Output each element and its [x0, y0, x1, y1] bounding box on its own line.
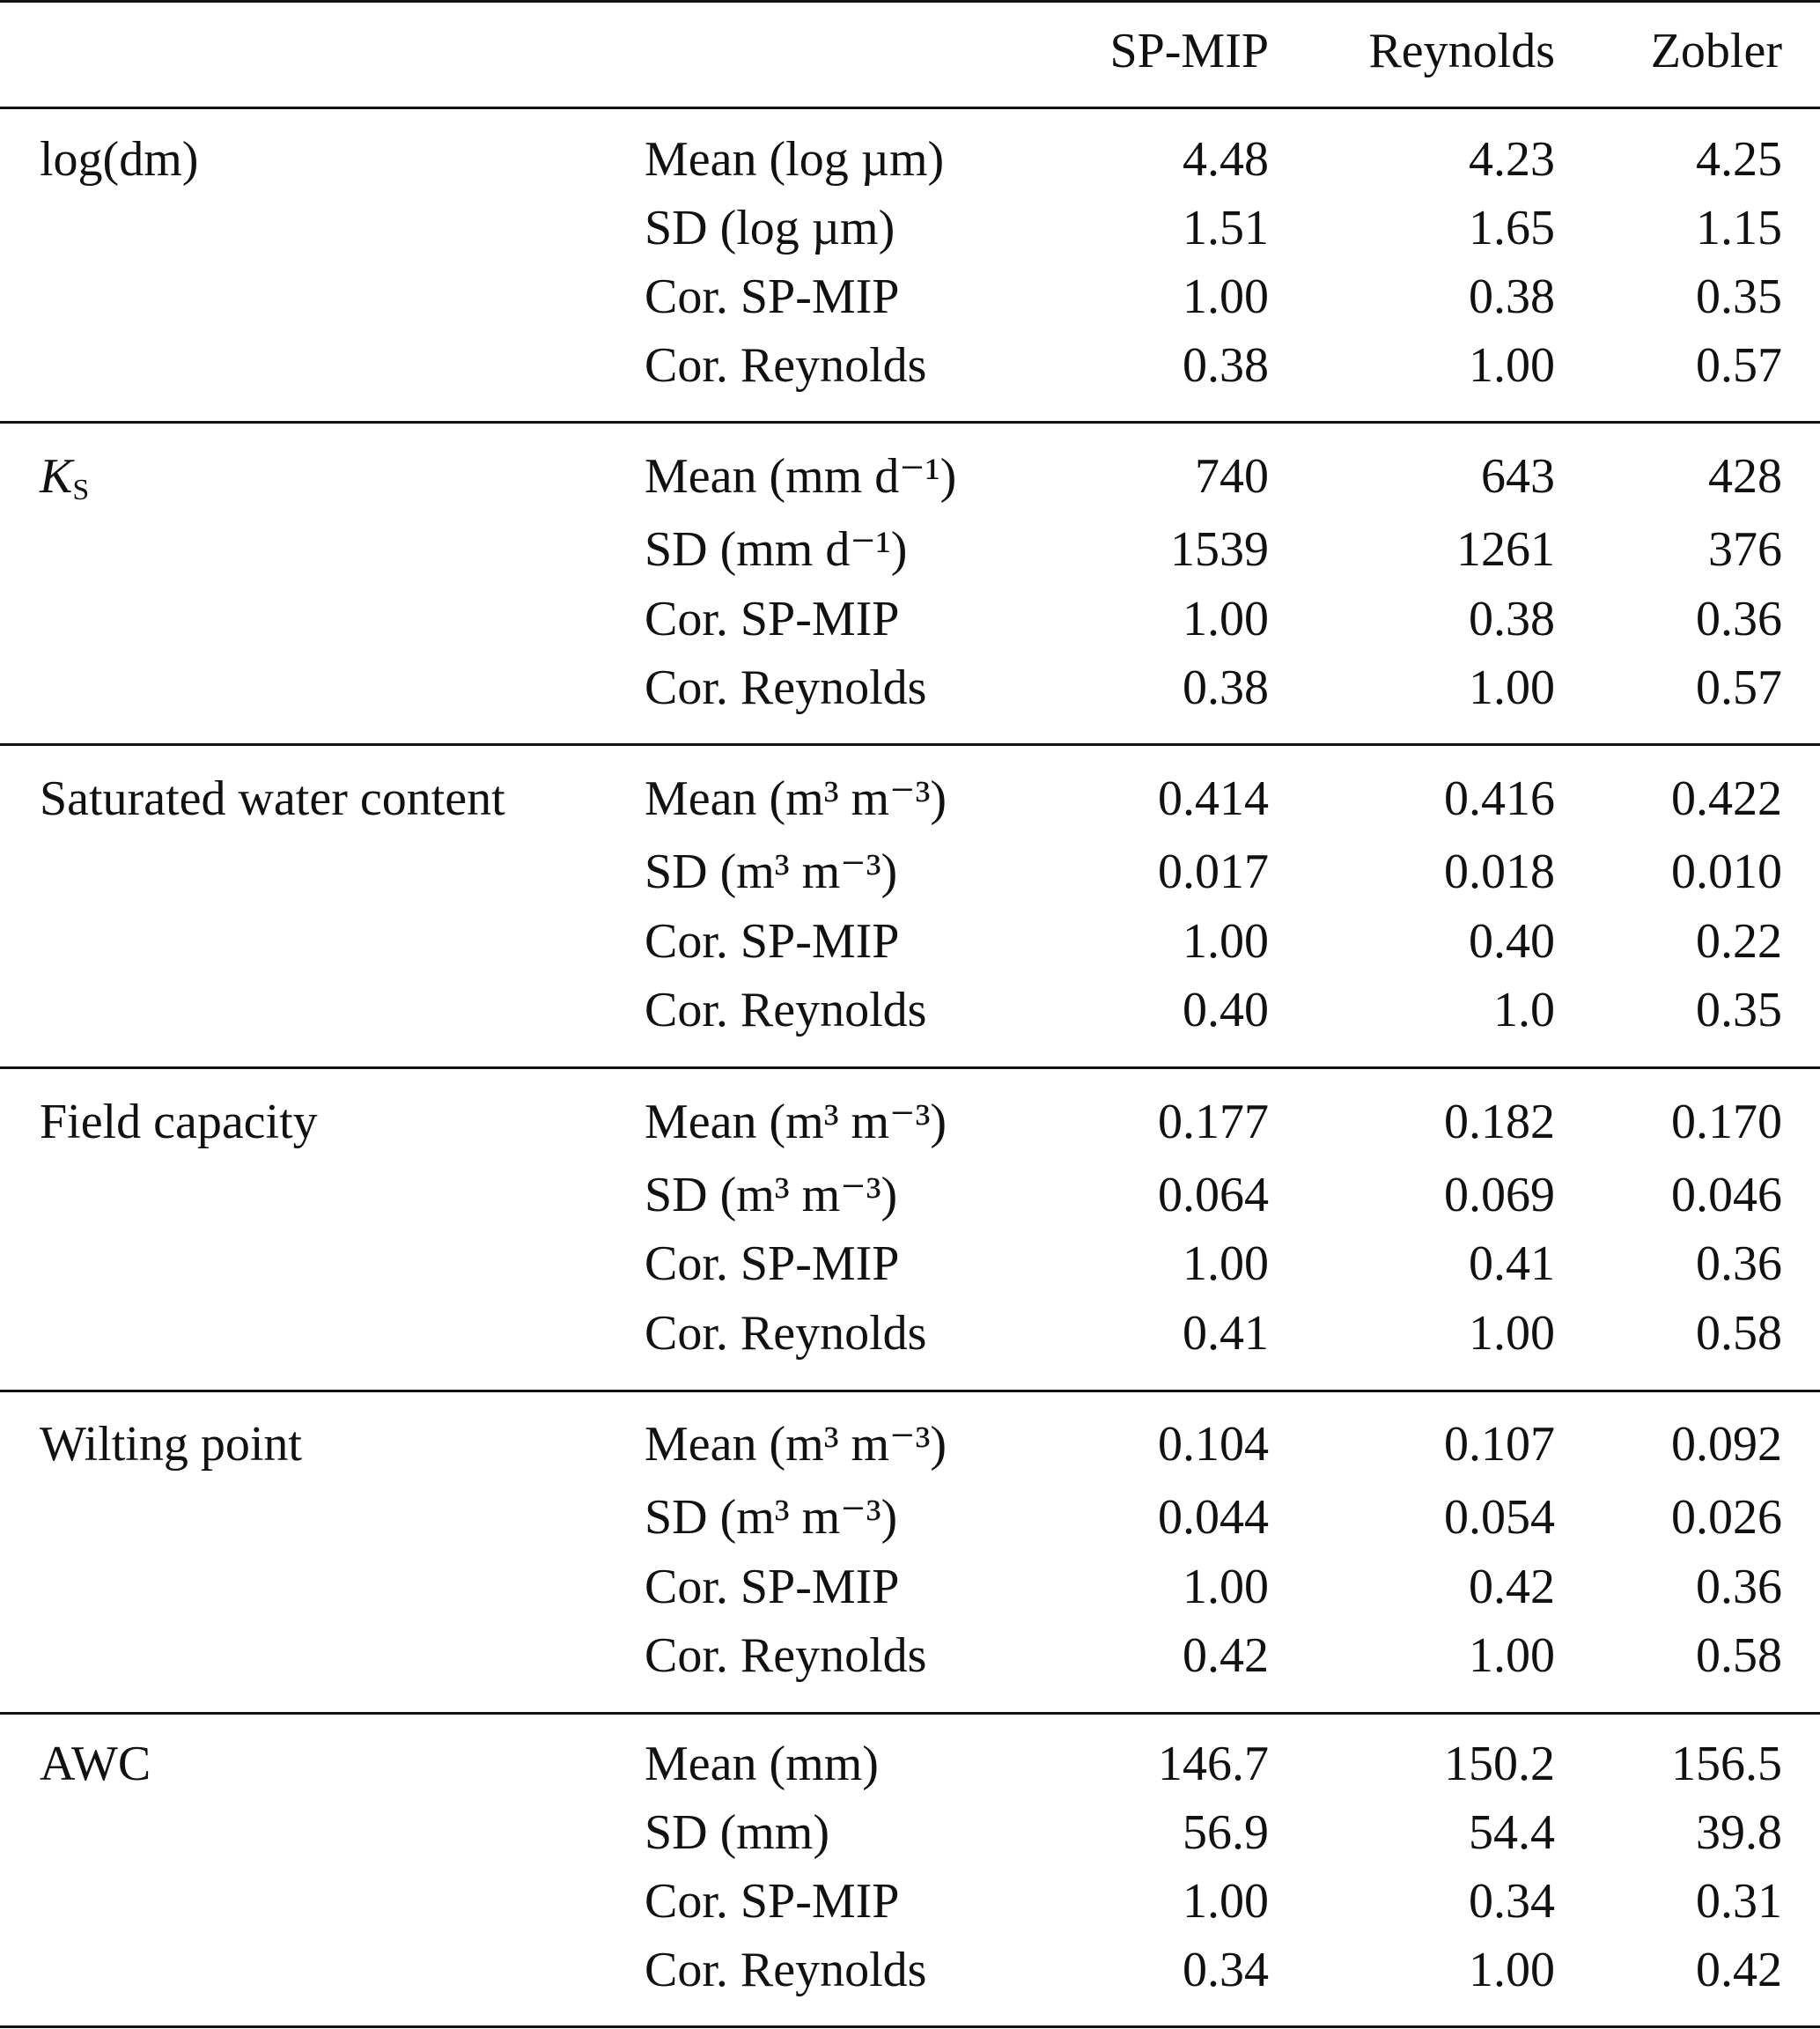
bottom-rule	[0, 2025, 1820, 2028]
table-cell: 0.40	[1469, 914, 1555, 969]
table-cell: 0.58	[1696, 1628, 1782, 1683]
stat-label: Cor. Reynolds	[645, 983, 927, 1037]
header-rule	[0, 107, 1820, 109]
table-cell: 1.00	[1469, 1628, 1555, 1683]
stat-label: Cor. SP-MIP	[645, 592, 900, 646]
stat-label: Mean (log µm)	[645, 132, 945, 187]
table-cell: 156.5	[1671, 1737, 1782, 1791]
table-cell: 1.00	[1469, 1943, 1555, 1997]
table-cell: 0.57	[1696, 660, 1782, 715]
stat-label: Cor. SP-MIP	[645, 914, 900, 969]
stat-label: SD (mm d⁻¹)	[645, 522, 908, 577]
stat-label: Cor. Reynolds	[645, 1628, 927, 1683]
table-cell: 0.182	[1444, 1095, 1555, 1149]
table-cell: 0.41	[1183, 1306, 1269, 1361]
table-cell: 0.35	[1696, 983, 1782, 1037]
table-cell: 643	[1481, 449, 1555, 504]
table-cell: 0.38	[1469, 269, 1555, 324]
table-cell: 0.044	[1158, 1490, 1269, 1545]
table-cell: 0.35	[1696, 269, 1782, 324]
stat-label: SD (m³ m⁻³)	[645, 1490, 898, 1545]
parameter-label: AWC	[40, 1737, 151, 1791]
stat-label: Cor. Reynolds	[645, 1943, 927, 1997]
stat-label: Mean (m³ m⁻³)	[645, 1095, 947, 1149]
stat-label: SD (mm)	[645, 1805, 829, 1860]
table-cell: 0.36	[1696, 1236, 1782, 1291]
table-cell: 1.00	[1469, 660, 1555, 715]
table-cell: 0.018	[1444, 845, 1555, 899]
column-header-reynolds: Reynolds	[1368, 24, 1555, 78]
table-cell: 0.38	[1183, 660, 1269, 715]
table-cell: 4.48	[1183, 132, 1269, 187]
table-cell: 4.25	[1696, 132, 1782, 187]
stat-label: Cor. SP-MIP	[645, 1874, 900, 1929]
parameter-label	[40, 447, 89, 505]
table-cell: 0.414	[1158, 771, 1269, 826]
group-rule	[0, 1712, 1820, 1715]
table-cell: 0.416	[1444, 771, 1555, 826]
table-cell: 0.422	[1671, 771, 1782, 826]
table-cell: 1.15	[1696, 201, 1782, 255]
table-cell: 0.38	[1183, 338, 1269, 393]
table-cell: 146.7	[1158, 1737, 1269, 1791]
table-cell: 4.23	[1469, 132, 1555, 187]
table-cell: 376	[1708, 522, 1782, 577]
table-cell: 0.177	[1158, 1095, 1269, 1149]
table-cell: 56.9	[1183, 1805, 1269, 1860]
table-cell: 1.0	[1493, 983, 1555, 1037]
table-cell: 1539	[1170, 522, 1269, 577]
table-cell: 0.36	[1696, 1560, 1782, 1614]
table-cell: 0.170	[1671, 1095, 1782, 1149]
table-cell: 1.51	[1183, 201, 1269, 255]
stat-label: Cor. Reynolds	[645, 1306, 927, 1361]
stat-label: Mean (m³ m⁻³)	[645, 1417, 947, 1472]
stat-label: SD (m³ m⁻³)	[645, 845, 898, 899]
stat-label: Mean (mm d⁻¹)	[645, 449, 957, 504]
parameter-symbol: K	[40, 449, 73, 504]
group-rule	[0, 743, 1820, 746]
table-cell: 0.069	[1444, 1168, 1555, 1222]
table-cell: 0.010	[1671, 845, 1782, 899]
parameter-label: Wilting point	[40, 1417, 302, 1472]
table-cell: 0.42	[1469, 1560, 1555, 1614]
table-cell: 150.2	[1444, 1737, 1555, 1791]
table-cell: 1.00	[1469, 338, 1555, 393]
stat-label: SD (m³ m⁻³)	[645, 1168, 898, 1222]
parameter-label: Saturated water content	[40, 771, 505, 826]
column-header-sp-mip: SP-MIP	[1109, 24, 1269, 78]
table-cell: 0.092	[1671, 1417, 1782, 1472]
table-cell: 0.026	[1671, 1490, 1782, 1545]
table-cell: 1.65	[1469, 201, 1555, 255]
table-cell: 0.34	[1183, 1943, 1269, 1997]
table-cell: 0.046	[1671, 1168, 1782, 1222]
top-rule	[0, 0, 1820, 3]
table-cell: 0.34	[1469, 1874, 1555, 1929]
table-cell: 0.40	[1183, 983, 1269, 1037]
table-cell: 0.42	[1183, 1628, 1269, 1683]
group-rule	[0, 1066, 1820, 1069]
stat-label: Cor. SP-MIP	[645, 1560, 900, 1614]
table-cell: 1.00	[1183, 1560, 1269, 1614]
parameter-label: log(dm)	[40, 132, 199, 187]
table-cell: 0.57	[1696, 338, 1782, 393]
stat-label: Cor. Reynolds	[645, 338, 927, 393]
table-cell: 1.00	[1183, 269, 1269, 324]
group-rule	[0, 421, 1820, 424]
parameter-label: Field capacity	[40, 1095, 318, 1149]
stat-label: Cor. Reynolds	[645, 660, 927, 715]
table-cell: 1.00	[1183, 1874, 1269, 1929]
table-cell: 0.064	[1158, 1168, 1269, 1222]
table-cell: 1.00	[1183, 592, 1269, 646]
table-cell: 0.41	[1469, 1236, 1555, 1291]
stat-label: Mean (mm)	[645, 1737, 879, 1791]
table-cell: 0.104	[1158, 1417, 1269, 1472]
table-cell: 0.38	[1469, 592, 1555, 646]
stat-label: Mean (m³ m⁻³)	[645, 771, 947, 826]
table-cell: 39.8	[1696, 1805, 1782, 1860]
table-cell: 1.00	[1183, 914, 1269, 969]
table-cell: 740	[1195, 449, 1269, 504]
table-cell: 1.00	[1469, 1306, 1555, 1361]
table-cell: 0.107	[1444, 1417, 1555, 1472]
table-cell: 428	[1708, 449, 1782, 504]
table-cell: 0.36	[1696, 592, 1782, 646]
stat-label: SD (log µm)	[645, 201, 895, 255]
table-cell: 0.017	[1158, 845, 1269, 899]
table-cell: 0.42	[1696, 1943, 1782, 1997]
table-cell: 0.22	[1696, 914, 1782, 969]
group-rule	[0, 1390, 1820, 1392]
column-header-zobler: Zobler	[1650, 24, 1782, 78]
table-cell: 1.00	[1183, 1236, 1269, 1291]
parameter-subscript: S	[72, 474, 90, 506]
stat-label: Cor. SP-MIP	[645, 269, 900, 324]
table-cell: 1261	[1456, 522, 1555, 577]
stat-label: Cor. SP-MIP	[645, 1236, 900, 1291]
table-cell: 0.58	[1696, 1306, 1782, 1361]
table-cell: 0.31	[1696, 1874, 1782, 1929]
table-cell: 0.054	[1444, 1490, 1555, 1545]
table-cell: 54.4	[1469, 1805, 1555, 1860]
